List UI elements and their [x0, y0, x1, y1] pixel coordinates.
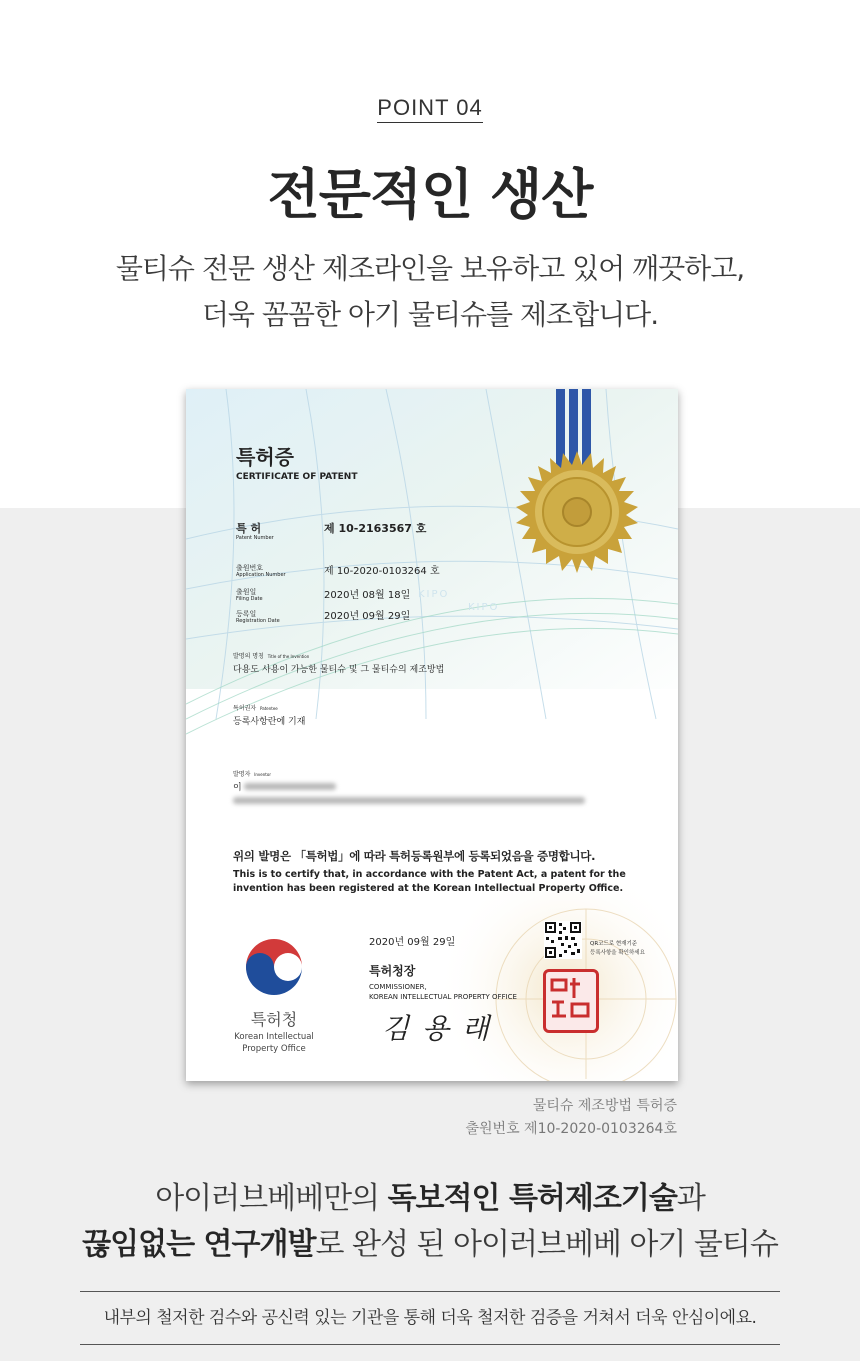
claim-highlight: 끊임없는 연구개발 — [82, 1227, 316, 1262]
patent-label-en: Patent Number — [236, 535, 274, 541]
registration-label-en: Registration Date — [236, 618, 280, 624]
certify-statement-en-2: invention has been registered at the Korean Intellectual Property Office. — [233, 883, 624, 894]
watermark-text: KIPO — [468, 602, 500, 613]
certify-statement-ko: 위의 발명은 「특허법」에 따라 특허등록원부에 등록되었음을 증명합니다. — [233, 849, 596, 863]
redacted-text — [233, 797, 585, 804]
inventor-label: 발명자 Inventor — [233, 771, 271, 778]
watermark-text: KIPO — [418, 589, 450, 600]
application-label-en: Application Number — [236, 572, 286, 578]
patentee-value: 등록사항란에 기재 — [233, 717, 306, 727]
inventor-initial: 이 — [233, 783, 242, 793]
patentee-label: 특허권자 Patentee — [233, 705, 278, 712]
commissioner-title-en-1: COMMISSIONER, — [369, 983, 427, 991]
invention-label: 발명의 명칭 Title of the Invention — [233, 653, 310, 660]
registration-label-ko: 등록일 — [236, 610, 257, 618]
certificate-caption — [466, 1095, 678, 1141]
qr-note-2: 등록사항을 확인하세요 — [590, 950, 645, 956]
page-subtitle — [0, 246, 860, 338]
claim-highlight: 독보적인 특허제조기술 — [387, 1181, 677, 1216]
gold-seal-icon — [516, 451, 638, 573]
application-label-ko: 출원번호 — [236, 564, 264, 572]
technology-claim — [0, 1176, 860, 1268]
commissioner-signature: 김 용 래 — [382, 1012, 491, 1045]
page-title: 전문적인 생산 — [267, 163, 593, 226]
filing-label-ko: 출원일 — [236, 588, 257, 596]
subtitle-line-1: 물티슈 전문 생산 제조라인을 보유하고 있어 깨끗하고, — [115, 252, 745, 285]
filing-date: 2020년 08월 18일 — [324, 590, 411, 601]
patent-label-ko: 특 허 — [236, 522, 262, 535]
patent-number: 제 10-2163567 호 — [324, 522, 427, 535]
claim-text: 아이러브베베만의 — [155, 1181, 388, 1216]
official-stamp-icon — [543, 969, 599, 1033]
qr-code-icon — [544, 921, 582, 959]
application-number: 제 10-2020-0103264 호 — [324, 566, 440, 577]
office-name-en-2: Property Office — [242, 1044, 306, 1054]
caption-line-1: 물티슈 제조방법 특허증 — [532, 1098, 677, 1114]
redacted-text — [244, 783, 336, 790]
commissioner-title-ko: 특허청장 — [369, 964, 416, 978]
claim-line-1 — [0, 1176, 860, 1222]
stamp-pattern — [546, 972, 596, 1030]
commissioner-title-en-2: KOREAN INTELLECTUAL PROPERTY OFFICE — [369, 993, 517, 1001]
office-name-ko: 특허청 — [250, 1010, 298, 1029]
registration-date: 2020년 09월 29일 — [324, 611, 411, 622]
office-name-en-1: Korean Intellectual — [234, 1032, 314, 1042]
claim-text: 로 완성 된 아이러브베베 아기 물티슈 — [315, 1227, 778, 1262]
verification-notice: 내부의 철저한 검수와 공신력 있는 기관을 통해 더욱 철저한 검증을 거쳐서 더욱 안심이에요. — [80, 1291, 780, 1345]
subtitle-line-2: 더욱 꼼꼼한 아기 물티슈를 제조합니다. — [201, 298, 659, 331]
patent-certificate — [186, 389, 678, 1081]
certificate-title-ko: 특허증 — [236, 445, 294, 469]
claim-text: 과 — [676, 1181, 705, 1216]
point-label: POINT 04 — [0, 95, 860, 121]
filing-label-en: Filing Date — [236, 596, 263, 602]
invention-title: 다용도 사용이 가능한 물티슈 및 그 물티슈의 제조방법 — [233, 665, 445, 675]
issue-date: 2020년 09월 29일 — [369, 937, 456, 948]
certificate-title-en: CERTIFICATE OF PATENT — [236, 472, 358, 482]
qr-note-1: QR코드로 현재기준 — [590, 941, 638, 947]
kipo-emblem-icon — [244, 937, 304, 997]
caption-line-2: 출원번호 제10-2020-0103264호 — [465, 1121, 677, 1137]
certify-statement-en-1: This is to certify that, in accordance with the Patent Act, a patent for the — [233, 869, 626, 880]
claim-line-2 — [0, 1222, 860, 1268]
